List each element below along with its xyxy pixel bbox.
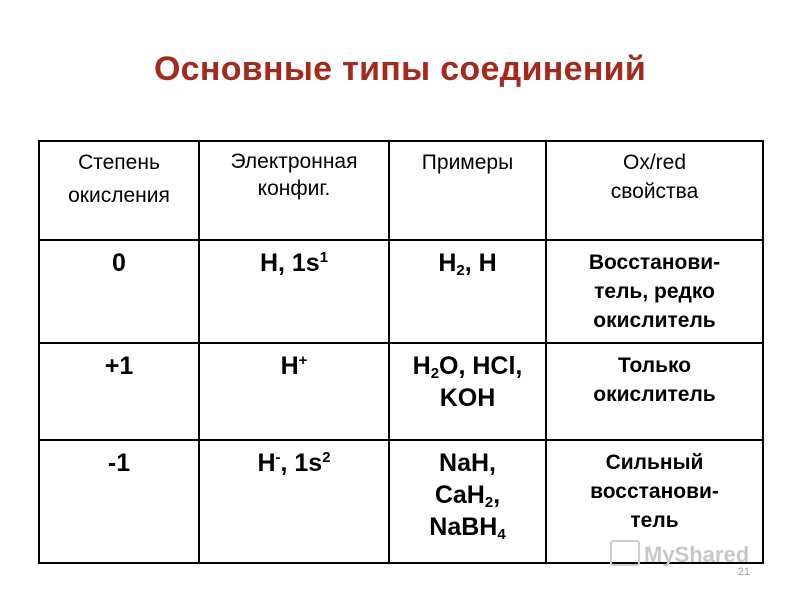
formula-text: H (438, 249, 457, 277)
page-number: 21 (737, 566, 750, 578)
example-formula (390, 479, 545, 511)
config-superscript: + (298, 352, 308, 369)
property-text: Только (617, 354, 692, 377)
table-row (39, 343, 763, 440)
example-formula: NaH, (439, 449, 496, 477)
formula-subscript: 2 (456, 262, 465, 279)
table-header-row (39, 141, 763, 240)
watermark-text: MyShared (644, 542, 750, 567)
presentation-icon (610, 540, 640, 566)
property-text: окислитель (593, 309, 716, 332)
table-row (39, 240, 763, 343)
oxidation-state: 0 (112, 249, 126, 277)
header-text: свойства (610, 180, 699, 203)
config-superscript: - (275, 449, 281, 466)
example-formula (390, 511, 545, 543)
property-text: восстанови- (590, 480, 719, 503)
formula-subscript: 4 (497, 526, 506, 543)
examples-cell (389, 240, 546, 343)
electron-config-cell (199, 440, 389, 563)
property-text: тель, редко (594, 280, 715, 303)
oxidation-state: +1 (104, 352, 134, 380)
property-text: Восстанови- (588, 251, 721, 274)
formula-text: H (412, 352, 431, 380)
electron-config (200, 344, 388, 382)
header-text: Степень (78, 151, 160, 174)
header-text: Электронная (230, 150, 358, 173)
header-oxidation-state (39, 141, 199, 240)
header-text: Примеры (421, 151, 514, 174)
oxidation-state-cell (39, 440, 199, 563)
property-text: Сильный (605, 451, 704, 474)
example-formula (390, 241, 545, 279)
header-text: Ox/red (622, 151, 687, 174)
oxidation-state-cell (39, 343, 199, 440)
oxidation-state-cell (39, 240, 199, 343)
oxidation-state: -1 (107, 449, 131, 477)
property-text: окислитель (593, 383, 716, 406)
electron-config-cell (199, 240, 389, 343)
config-text: H (257, 449, 276, 477)
formula-text: NaBH (429, 513, 498, 541)
formula-subscript: 2 (484, 494, 494, 511)
formula-text: , (493, 481, 501, 509)
header-text: конфиг. (257, 177, 331, 200)
watermark-logo (610, 540, 749, 568)
compound-types-table (38, 140, 764, 564)
config-text: H (280, 352, 299, 380)
formula-subscript: 2 (430, 365, 440, 382)
oxred-properties-cell (546, 343, 763, 440)
oxred-properties-cell (546, 240, 763, 343)
config-superscript: 2 (322, 449, 331, 466)
header-text: окисления (68, 184, 170, 207)
formula-text: CaH (434, 481, 485, 509)
examples-cell (389, 440, 546, 563)
header-oxred-properties (546, 141, 763, 240)
example-formula (390, 344, 545, 382)
property-text: тель (630, 509, 679, 532)
config-text: , 1s (280, 449, 323, 477)
formula-text: O, HCl, (439, 352, 523, 380)
electron-config (200, 441, 388, 479)
config-text: H, 1s (259, 249, 320, 277)
formula-text: , H (464, 249, 497, 277)
header-electron-config (199, 141, 389, 240)
electron-config (200, 241, 388, 279)
slide-title: Основные типы соединений (153, 50, 647, 88)
config-superscript: 1 (319, 249, 329, 266)
electron-config-cell (199, 343, 389, 440)
examples-cell (389, 343, 546, 440)
header-examples (389, 141, 546, 240)
example-formula: KOH (439, 384, 496, 412)
